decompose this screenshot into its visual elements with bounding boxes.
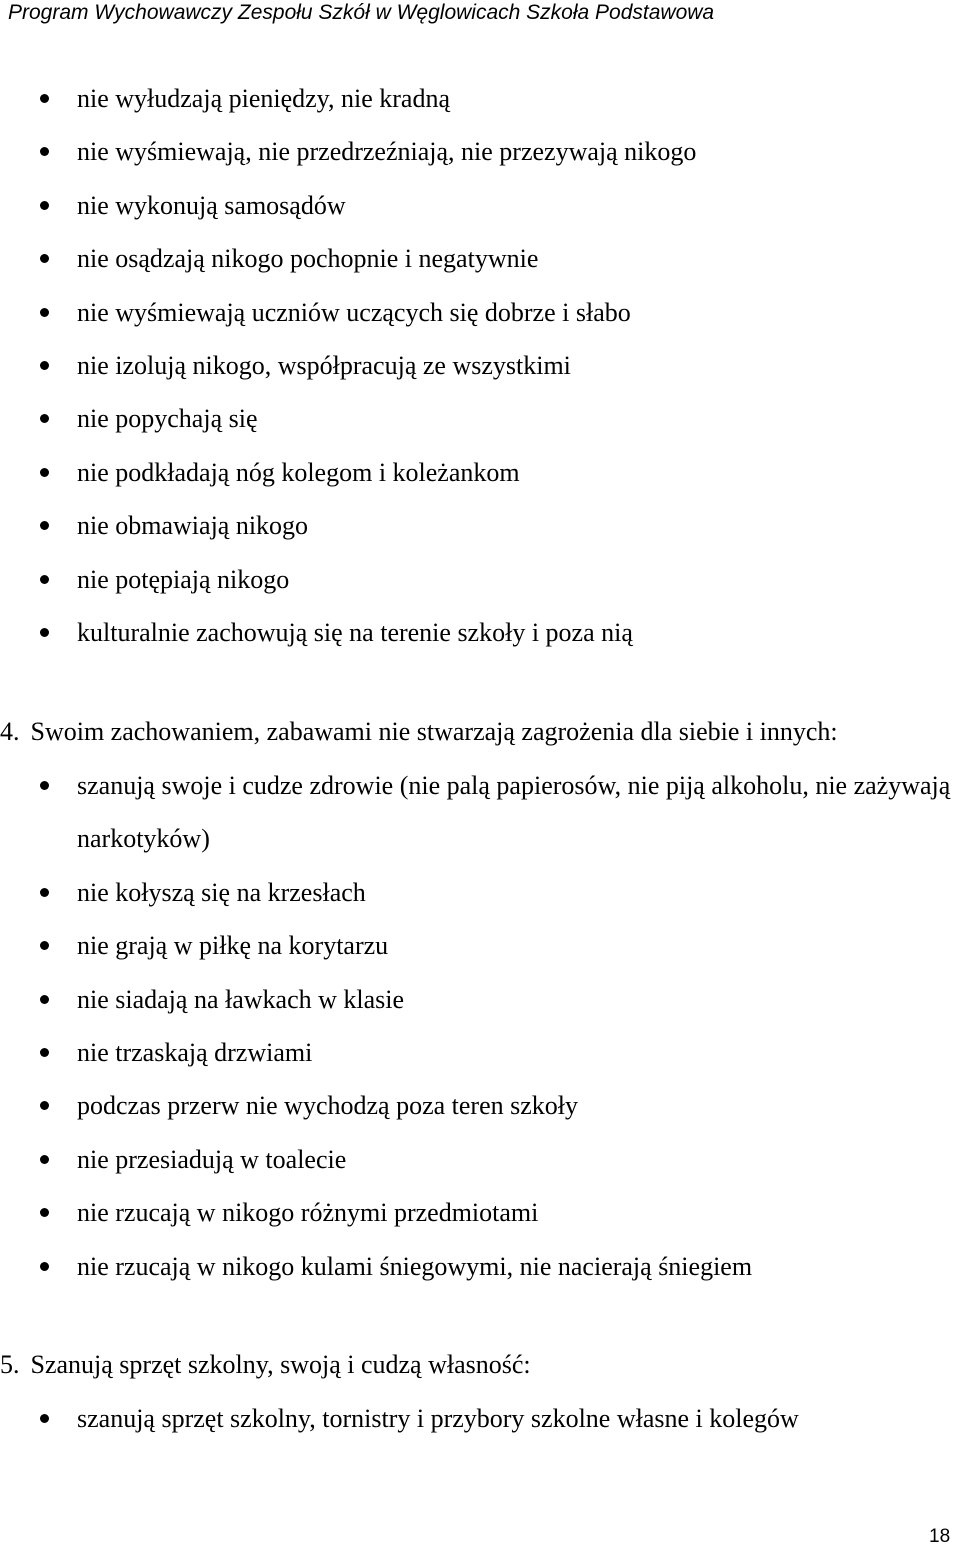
bullet-icon — [40, 201, 49, 210]
list-item: nie kołyszą się na krzesłach — [0, 866, 960, 919]
bullet-icon — [40, 468, 49, 477]
list-item: nie wyśmiewają, nie przedrzeźniają, nie przezywają nikogo — [0, 125, 960, 178]
bullet-icon — [40, 94, 49, 103]
list-item: kulturalnie zachowują się na terenie szkoły i poza nią — [0, 606, 960, 659]
bullet-icon — [40, 414, 49, 423]
bullet-icon — [40, 781, 49, 790]
page-number: 18 — [929, 1526, 951, 1547]
section-5-title: Szanują sprzęt szkolny, swoją i cudzą własność: — [30, 1350, 531, 1379]
list-item: nie rzucają w nikogo kulami śniegowymi, nie nacierają śniegiem — [0, 1240, 960, 1293]
behavior-list — [0, 72, 960, 659]
bullet-icon — [40, 995, 49, 1004]
list-item: nie grają w piłkę na korytarzu — [0, 919, 960, 972]
list-item: nie osądzają nikogo pochopnie i negatywnie — [0, 232, 960, 285]
section-4-number: 4. — [0, 717, 20, 746]
bullet-icon — [40, 1048, 49, 1057]
section-5-number: 5. — [0, 1350, 20, 1379]
bullet-icon — [40, 1208, 49, 1217]
bullet-icon — [40, 1262, 49, 1271]
list-item: nie obmawiają nikogo — [0, 499, 960, 552]
bullet-icon — [40, 521, 49, 530]
section-4-title: Swoim zachowaniem, zabawami nie stwarzają zagrożenia dla siebie i innych: — [30, 717, 838, 746]
section-5-heading — [0, 1345, 531, 1385]
list-item: nie wyśmiewają uczniów uczących się dobrze i słabo — [0, 286, 960, 339]
list-item: nie rzucają w nikogo różnymi przedmiotami — [0, 1186, 960, 1239]
bullet-icon — [40, 308, 49, 317]
list-item: nie wykonują samosądów — [0, 179, 960, 232]
bullet-icon — [40, 147, 49, 156]
bullet-icon — [40, 361, 49, 370]
list-item: nie izolują nikogo, współpracują ze wszystkimi — [0, 339, 960, 392]
list-item: nie trzaskają drzwiami — [0, 1026, 960, 1079]
section-5-list — [0, 1392, 960, 1445]
bullet-icon — [40, 1414, 49, 1423]
list-item: nie podkładają nóg kolegom i koleżankom — [0, 446, 960, 499]
bullet-icon — [40, 941, 49, 950]
list-item: nie przesiadują w toalecie — [0, 1133, 960, 1186]
list-item: nie siadają na ławkach w klasie — [0, 973, 960, 1026]
bullet-icon — [40, 254, 49, 263]
list-item: podczas przerw nie wychodzą poza teren szkoły — [0, 1079, 960, 1132]
bullet-icon — [40, 888, 49, 897]
list-item: nie wyłudzają pieniędzy, nie kradną — [0, 72, 960, 125]
list-item: szanują sprzęt szkolny, tornistry i przybory szkolne własne i kolegów — [0, 1392, 960, 1445]
section-4-heading — [0, 712, 838, 752]
bullet-icon — [40, 628, 49, 637]
list-item: nie potępiają nikogo — [0, 553, 960, 606]
document-header: Program Wychowawczy Zespołu Szkół w Węglowicach Szkoła Podstawowa — [8, 1, 715, 24]
section-4-list — [0, 759, 960, 1293]
list-item: szanują swoje i cudze zdrowie (nie palą papierosów, nie piją alkoholu, nie zażywają narkotyków) — [0, 759, 960, 866]
bullet-icon — [40, 1155, 49, 1164]
bullet-icon — [40, 575, 49, 584]
bullet-icon — [40, 1101, 49, 1110]
list-item: nie popychają się — [0, 392, 960, 445]
